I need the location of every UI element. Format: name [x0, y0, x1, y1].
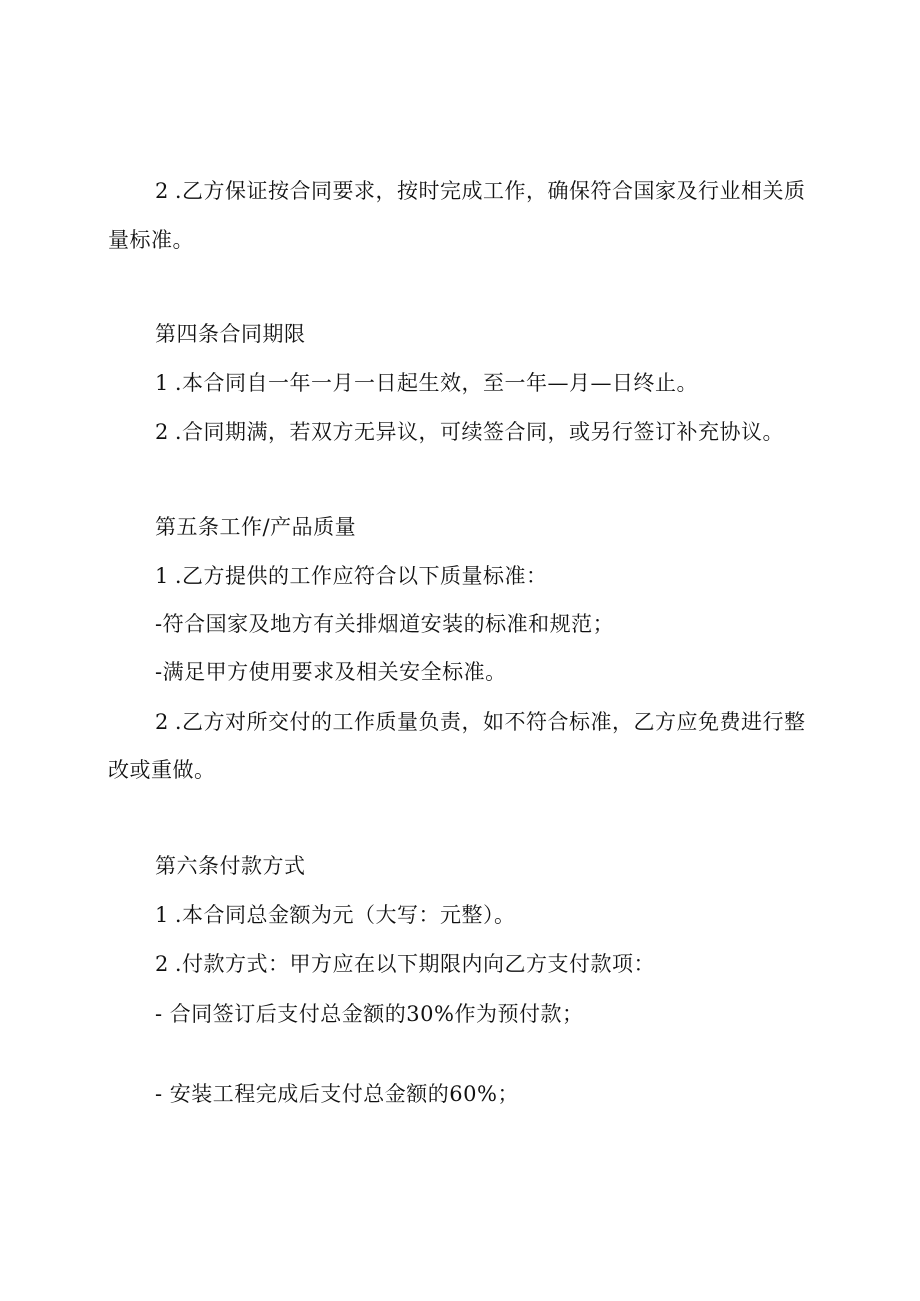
- paragraph-text: .本合同总金额为元（大写：元整）。: [174, 903, 516, 927]
- paragraph-2-1-continuation: 量标准。: [108, 228, 194, 252]
- paragraph-text: .合同期满，若双方无异议，可续签合同，或另行签订补充协议。: [174, 420, 785, 444]
- paragraph-2-1: [155, 177, 806, 205]
- list-item-standard: -符合国家及地方有关排烟道安装的标准和规范；: [155, 612, 615, 636]
- item-number: 1: [155, 903, 169, 927]
- item-number: 2: [155, 420, 169, 444]
- item-number: 1: [155, 371, 169, 395]
- item-number: 2: [155, 952, 169, 976]
- paragraph-text: .付款方式：甲方应在以下期限内向乙方支付款项：: [174, 952, 656, 976]
- section-heading-4: 第四条合同期限: [155, 322, 306, 346]
- list-item-requirement: -满足甲方使用要求及相关安全标准。: [155, 660, 507, 684]
- item-number: 1: [155, 564, 169, 588]
- paragraph-text: .乙方对所交付的工作质量负责，如不符合标准，乙方应免费进行整: [174, 710, 806, 734]
- paragraph-5-2: [155, 708, 806, 736]
- paragraph-6-1: [155, 901, 516, 929]
- list-item-prepayment: - 合同签订后支付总金额的30%作为预付款；: [155, 1002, 584, 1026]
- paragraph-5-2-continuation: 改或重做。: [108, 758, 216, 782]
- section-heading-6: 第六条付款方式: [155, 854, 306, 878]
- paragraph-6-2: [155, 950, 655, 978]
- list-item-installation-payment: - 安装工程完成后支付总金额的60%；: [155, 1082, 519, 1106]
- paragraph-4-2: [155, 418, 784, 446]
- item-number: 2: [155, 179, 169, 203]
- section-heading-5: 第五条工作/产品质量: [155, 515, 357, 539]
- paragraph-5-1: [155, 562, 548, 590]
- paragraph-text: .乙方提供的工作应符合以下质量标准：: [174, 564, 548, 588]
- paragraph-text: .乙方保证按合同要求，按时完成工作，确保符合国家及行业相关质: [174, 179, 806, 203]
- item-number: 2: [155, 710, 169, 734]
- paragraph-text: .本合同自一年一月一日起生效，至一年—月—日终止。: [174, 371, 699, 395]
- paragraph-4-1: [155, 369, 698, 397]
